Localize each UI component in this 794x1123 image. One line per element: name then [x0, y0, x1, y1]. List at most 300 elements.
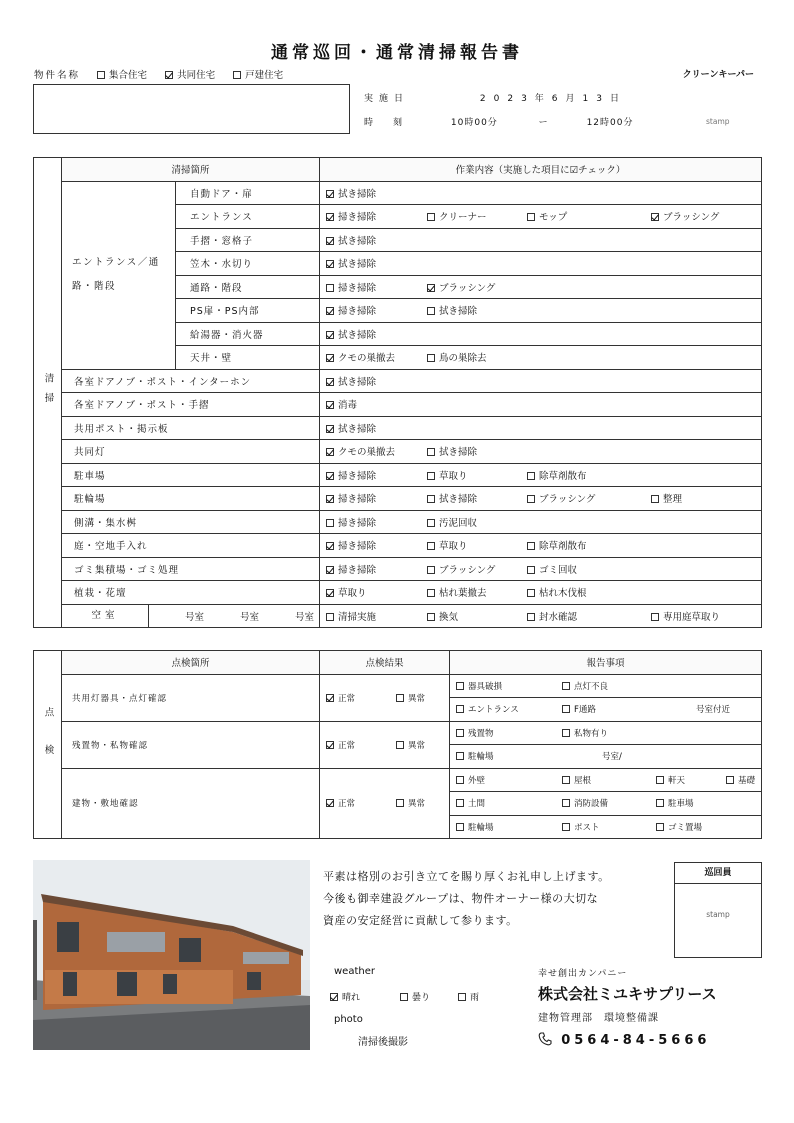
checkbox-item[interactable]: [427, 585, 527, 599]
checkbox-item[interactable]: [456, 703, 562, 715]
location-cell: 駐車場: [62, 463, 320, 487]
checkbox-item[interactable]: [656, 797, 726, 809]
inspector-stamp: stamp: [706, 910, 730, 919]
company-department: 建物管理部 環境整備課: [538, 1013, 659, 1024]
checkbox-label: 点灯不良: [574, 681, 609, 692]
checkbox[interactable]: [326, 566, 334, 574]
checkbox-item[interactable]: [527, 609, 651, 623]
checkbox[interactable]: [456, 776, 464, 784]
checkbox[interactable]: [326, 425, 334, 433]
building-photo-image: [33, 860, 310, 1050]
checkbox[interactable]: [456, 705, 464, 713]
checkbox[interactable]: [456, 729, 464, 737]
checkbox-item[interactable]: [427, 209, 527, 223]
checkbox-item[interactable]: [326, 538, 427, 552]
checkbox[interactable]: [326, 401, 334, 409]
checkbox-item[interactable]: [326, 280, 427, 294]
checkbox-item[interactable]: [427, 562, 527, 576]
checkbox-item[interactable]: [562, 680, 656, 692]
col-inspection-location: 点検箇所: [62, 651, 320, 675]
property-type-label: 共同住宅: [177, 70, 216, 81]
time-separator: ー: [538, 118, 548, 128]
checkbox-item[interactable]: [396, 797, 446, 809]
checkbox[interactable]: [562, 799, 570, 807]
location-cell: 自動ドア・扉: [176, 181, 320, 205]
location-cell: 植栽・花壇: [62, 581, 320, 605]
work-cell: [320, 557, 762, 581]
checkbox-label: モップ: [539, 212, 568, 224]
property-type-row: [34, 67, 301, 81]
checkbox-item[interactable]: [326, 468, 427, 482]
checkbox[interactable]: [527, 472, 535, 480]
checkbox[interactable]: [527, 566, 535, 574]
table-row: [34, 181, 762, 205]
location-cell: ゴミ集積場・ゴミ処理: [62, 557, 320, 581]
work-cell: [320, 463, 762, 487]
company-tagline: 幸せ創出カンパニー: [538, 969, 628, 979]
weather-options: [330, 990, 516, 1003]
checkbox[interactable]: [427, 566, 435, 574]
checkbox-item[interactable]: [656, 821, 726, 833]
greeting-message: [323, 866, 610, 932]
time-label: 時刻: [364, 118, 423, 128]
checkbox-label: ポスト: [574, 822, 600, 833]
cleaning-header-row: [34, 158, 762, 182]
table-row: [34, 768, 762, 792]
checkbox-item[interactable]: [326, 515, 427, 529]
checkbox-label: 拭き掃除: [338, 235, 377, 247]
checkbox-item[interactable]: [651, 209, 751, 223]
checkbox[interactable]: [527, 589, 535, 597]
checkbox[interactable]: [527, 613, 535, 621]
checkbox[interactable]: [165, 71, 173, 79]
vacancy-label: 空室: [62, 605, 149, 628]
report-cell: [450, 698, 762, 722]
report-note: 号室/: [602, 752, 622, 763]
checkbox[interactable]: [456, 799, 464, 807]
inspection-result-cell: [320, 768, 450, 839]
checkbox[interactable]: [427, 542, 435, 550]
checkbox-item[interactable]: [527, 209, 651, 223]
checkbox-item[interactable]: [326, 327, 427, 341]
checkbox-item[interactable]: [456, 750, 562, 762]
checkbox-label: 屋根: [574, 775, 592, 786]
table-row: [34, 369, 762, 393]
checkbox-item[interactable]: [656, 774, 726, 786]
checkbox[interactable]: [326, 190, 334, 198]
checkbox[interactable]: [651, 213, 659, 221]
checkbox-item[interactable]: [427, 280, 527, 294]
location-cell: 側溝・集水桝: [62, 510, 320, 534]
table-row: [34, 510, 762, 534]
checkbox[interactable]: [562, 823, 570, 831]
checkbox-label: 拭き掃除: [338, 329, 377, 341]
checkbox[interactable]: [396, 741, 404, 749]
checkbox-label: 異常: [408, 693, 426, 704]
message-line: 平素は格別のお引き立てを賜り厚くお礼申し上げます。: [323, 870, 610, 883]
checkbox-label: ブラッシング: [539, 494, 596, 506]
checkbox[interactable]: [396, 799, 404, 807]
table-row: [34, 393, 762, 417]
inspection-location-cell: 建物・敷地確認: [62, 768, 320, 839]
checkbox-item[interactable]: [326, 444, 427, 458]
checkbox-item[interactable]: [562, 797, 656, 809]
checkbox-item[interactable]: [456, 774, 562, 786]
col-inspection-result: 点検結果: [320, 651, 450, 675]
location-cell: 笠木・水切り: [176, 252, 320, 276]
checkbox-item[interactable]: [562, 727, 656, 739]
checkbox[interactable]: [562, 776, 570, 784]
checkbox-label: 枯れ葉撤去: [439, 588, 487, 600]
checkbox-item[interactable]: [527, 538, 651, 552]
checkbox[interactable]: [527, 213, 535, 221]
report-cell: [450, 721, 762, 745]
checkbox-label: 私物有り: [574, 728, 609, 739]
stamp-placeholder: stamp: [706, 117, 730, 126]
checkbox[interactable]: [651, 613, 659, 621]
property-name-field[interactable]: [33, 84, 350, 134]
checkbox-item[interactable]: [326, 397, 427, 411]
checkbox-label: 異常: [408, 740, 426, 751]
checkbox-label: 駐輪場: [468, 752, 494, 763]
col-cleaning-work: 作業内容（実施した項目に☑チェック）: [320, 158, 762, 182]
checkbox-label: 拭き掃除: [439, 494, 478, 506]
work-cell: [320, 299, 762, 323]
checkbox[interactable]: [527, 542, 535, 550]
checkbox[interactable]: [562, 682, 570, 690]
room-number-field[interactable]: 号室: [294, 611, 314, 623]
checkbox-label: ゴミ回収: [539, 564, 578, 576]
checkbox-item[interactable]: [326, 609, 427, 623]
report-note: 号室付近: [696, 705, 731, 716]
checkbox[interactable]: [562, 705, 570, 713]
table-row: [34, 487, 762, 511]
checkbox-item[interactable]: [427, 491, 527, 505]
checkbox[interactable]: [326, 694, 334, 702]
checkbox-label: 掃き掃除: [338, 494, 377, 506]
col-cleaning-location: 清掃箇所: [62, 158, 320, 182]
checkbox-item[interactable]: [326, 692, 396, 704]
time-row: [364, 115, 633, 128]
work-cell: [320, 416, 762, 440]
property-type-option[interactable]: [233, 67, 283, 81]
checkbox-item[interactable]: [326, 585, 427, 599]
checkbox-label: 拭き掃除: [338, 259, 377, 271]
checkbox-label: 草取り: [439, 541, 468, 553]
location-cell: 手摺・窓格子: [176, 228, 320, 252]
checkbox-label: 掃き掃除: [338, 470, 377, 482]
checkbox-item[interactable]: [562, 821, 656, 833]
checkbox[interactable]: [656, 799, 664, 807]
checkbox-item[interactable]: [326, 303, 427, 317]
checkbox-item[interactable]: [427, 609, 527, 623]
table-row: [34, 416, 762, 440]
checkbox-label: 外壁: [468, 775, 486, 786]
checkbox[interactable]: [427, 354, 435, 362]
checkbox[interactable]: [427, 307, 435, 315]
room-number-field[interactable]: 号室: [184, 611, 204, 623]
checkbox-label: 整理: [663, 494, 683, 506]
checkbox-item[interactable]: [456, 727, 562, 739]
checkbox-item[interactable]: [651, 609, 751, 623]
checkbox[interactable]: [326, 472, 334, 480]
work-cell: [320, 510, 762, 534]
property-type-option[interactable]: [165, 67, 215, 81]
checkbox-label: ブラッシング: [439, 564, 496, 576]
checkbox-label: 掃き掃除: [338, 212, 377, 224]
checkbox[interactable]: [456, 823, 464, 831]
location-cell: 駐輪場: [62, 487, 320, 511]
date-label: 実施日: [364, 94, 410, 104]
checkbox-label: ブラッシング: [663, 212, 720, 224]
checkbox[interactable]: [427, 495, 435, 503]
room-number-field[interactable]: 号室: [239, 611, 259, 623]
checkbox-item[interactable]: [527, 562, 651, 576]
checkbox-label: 駐輪場: [468, 822, 494, 833]
location-cell: 各室ドアノブ・ポスト・手摺: [62, 393, 320, 417]
checkbox[interactable]: [651, 495, 659, 503]
location-cell: 給湯器・消火器: [176, 322, 320, 346]
checkbox-item[interactable]: [427, 444, 527, 458]
property-label: 物件名称: [34, 70, 81, 81]
table-row: [34, 557, 762, 581]
checkbox-label: 残置物: [468, 728, 494, 739]
checkbox[interactable]: [427, 213, 435, 221]
checkbox[interactable]: [326, 495, 334, 503]
cleaning-section-label: 清掃: [34, 158, 62, 628]
checkbox[interactable]: [656, 823, 664, 831]
checkbox-label: 拭き掃除: [338, 423, 377, 435]
checkbox-label: 除草剤散布: [539, 541, 587, 553]
checkbox[interactable]: [427, 472, 435, 480]
checkbox-label: 拭き掃除: [439, 306, 478, 318]
location-cell: 共用ポスト・掲示板: [62, 416, 320, 440]
checkbox-label: 器具破損: [468, 681, 503, 692]
work-cell: [320, 393, 762, 417]
checkbox-item[interactable]: [427, 468, 527, 482]
checkbox-item[interactable]: [456, 797, 562, 809]
checkbox[interactable]: [326, 307, 334, 315]
table-row: [34, 463, 762, 487]
property-type-option[interactable]: [97, 67, 147, 81]
checkbox-label: 掃き掃除: [338, 306, 377, 318]
checkbox-item[interactable]: [427, 350, 527, 364]
checkbox[interactable]: [456, 752, 464, 760]
checkbox[interactable]: [233, 71, 241, 79]
checkbox-label: 基礎: [738, 775, 756, 786]
checkbox-label: 掃き掃除: [338, 541, 377, 553]
checkbox[interactable]: [456, 682, 464, 690]
inspection-section-label: 点検: [34, 651, 62, 839]
checkbox-label: 正常: [338, 740, 356, 751]
checkbox-item[interactable]: [396, 692, 446, 704]
checkbox[interactable]: [427, 448, 435, 456]
inspection-result-cell: [320, 674, 450, 721]
checkbox[interactable]: [326, 448, 334, 456]
checkbox-label: 封水確認: [539, 611, 578, 623]
checkbox-label: 雨: [470, 993, 480, 1003]
inspector-box: [674, 862, 762, 958]
checkbox[interactable]: [427, 589, 435, 597]
checkbox-item[interactable]: [562, 703, 656, 715]
work-cell: [320, 252, 762, 276]
checkbox-label: 専用庭草取り: [663, 611, 721, 623]
checkbox[interactable]: [326, 799, 334, 807]
work-cell: [320, 205, 762, 229]
phone-icon: [538, 1032, 552, 1046]
checkbox-label: 拭き掃除: [439, 447, 478, 459]
checkbox-item[interactable]: [330, 990, 400, 1003]
checkbox-item[interactable]: [527, 585, 651, 599]
checkbox-item[interactable]: [427, 303, 527, 317]
work-cell: [320, 487, 762, 511]
location-cell: 通路・階段: [176, 275, 320, 299]
checkbox[interactable]: [326, 542, 334, 550]
photo-caption: 清掃後撮影: [358, 1037, 408, 1048]
checkbox-item[interactable]: [326, 374, 427, 388]
checkbox-label: 正常: [338, 693, 356, 704]
date-value: 2023年6月13日: [479, 94, 627, 104]
work-cell: [320, 534, 762, 558]
vacancy-location-cell: [62, 604, 320, 628]
checkbox-item[interactable]: [456, 680, 562, 692]
checkbox[interactable]: [97, 71, 105, 79]
checkbox-item[interactable]: [396, 739, 446, 751]
work-cell: [320, 369, 762, 393]
checkbox[interactable]: [326, 284, 334, 292]
weather-label: weather: [334, 966, 375, 977]
report-cell: [450, 815, 762, 839]
checkbox-label: 掃き掃除: [338, 517, 377, 529]
checkbox-label: 草取り: [439, 470, 468, 482]
checkbox[interactable]: [326, 213, 334, 221]
col-inspection-report: 報告事項: [450, 651, 762, 675]
checkbox-label: 土間: [468, 799, 486, 810]
checkbox[interactable]: [326, 613, 334, 621]
checkbox-item[interactable]: [527, 491, 651, 505]
checkbox[interactable]: [326, 237, 334, 245]
checkbox-item[interactable]: [326, 233, 427, 247]
checkbox[interactable]: [330, 993, 338, 1001]
inspection-table: [33, 650, 762, 839]
checkbox-item[interactable]: [427, 538, 527, 552]
checkbox[interactable]: [427, 613, 435, 621]
checkbox-label: 異常: [408, 799, 426, 810]
time-start: 10時00分: [450, 118, 498, 128]
checkbox-label: クリーナー: [439, 212, 487, 224]
checkbox-item[interactable]: [326, 186, 427, 200]
table-row: [34, 721, 762, 745]
checkbox-item[interactable]: [726, 774, 762, 786]
work-cell: [320, 581, 762, 605]
checkbox-label: クモの巣撤去: [338, 353, 396, 365]
checkbox-label: 清掃実施: [338, 611, 377, 623]
property-type-options: [97, 70, 301, 81]
checkbox-label: クモの巣撤去: [338, 447, 396, 459]
checkbox[interactable]: [326, 260, 334, 268]
message-line: 資産の安定経営に貢献して参ります。: [323, 914, 518, 927]
location-cell: エントランス: [176, 205, 320, 229]
location-cell: PS扉・PS内部: [176, 299, 320, 323]
report-cell: [450, 674, 762, 698]
checkbox-label: 拭き掃除: [338, 188, 377, 200]
checkbox-label: 晴れ: [342, 993, 361, 1003]
time-end: 12時00分: [586, 118, 634, 128]
table-row: [34, 581, 762, 605]
checkbox-label: ゴミ置場: [668, 822, 703, 833]
checkbox[interactable]: [396, 694, 404, 702]
group-label: [62, 181, 176, 369]
checkbox[interactable]: [527, 495, 535, 503]
checkbox[interactable]: [326, 378, 334, 386]
checkbox-item[interactable]: [456, 821, 562, 833]
checkbox-item[interactable]: [326, 491, 427, 505]
checkbox-item[interactable]: [326, 350, 427, 364]
checkbox-label: 換気: [439, 611, 459, 623]
checkbox[interactable]: [326, 589, 334, 597]
checkbox-item[interactable]: [326, 797, 396, 809]
checkbox-label: 駐車場: [668, 799, 694, 810]
checkbox[interactable]: [326, 331, 334, 339]
checkbox[interactable]: [400, 993, 408, 1001]
checkbox-label: 枯れ木伐根: [539, 588, 587, 600]
date-row: [364, 91, 627, 104]
report-cell: [450, 792, 762, 816]
checkbox[interactable]: [562, 729, 570, 737]
inspector-label: 巡回員: [675, 863, 761, 884]
checkbox-item[interactable]: [562, 774, 656, 786]
building-photo: [33, 860, 310, 1050]
location-cell: 天井・壁: [176, 346, 320, 370]
checkbox-item[interactable]: [326, 739, 396, 751]
checkbox-item[interactable]: [326, 209, 427, 223]
checkbox[interactable]: [326, 741, 334, 749]
inspection-header-row: [34, 651, 762, 675]
checkbox-item[interactable]: [527, 468, 651, 482]
checkbox-item[interactable]: [326, 421, 427, 435]
checkbox-label: エントランス: [468, 705, 519, 716]
checkbox[interactable]: [427, 519, 435, 527]
work-cell: [320, 440, 762, 464]
checkbox-item[interactable]: [458, 990, 516, 1003]
location-cell: 共同灯: [62, 440, 320, 464]
checkbox-label: 鳥の巣除去: [439, 353, 487, 365]
checkbox-item[interactable]: [400, 990, 458, 1003]
checkbox[interactable]: [427, 284, 435, 292]
checkbox-label: 正常: [338, 799, 356, 810]
checkbox-label: 草取り: [338, 588, 367, 600]
location-cell: 各室ドアノブ・ポスト・インターホン: [62, 369, 320, 393]
checkbox-item[interactable]: [326, 256, 427, 270]
checkbox-item[interactable]: [651, 491, 751, 505]
checkbox-item[interactable]: [427, 515, 527, 529]
group-label-text: エントランス／通路・階段: [72, 257, 160, 292]
checkbox[interactable]: [326, 354, 334, 362]
checkbox[interactable]: [458, 993, 466, 1001]
checkbox-label: 掃き掃除: [338, 282, 377, 294]
vacancy-row: [34, 604, 762, 628]
inspection-result-cell: [320, 721, 450, 768]
checkbox-item[interactable]: [326, 562, 427, 576]
cleaning-table: [33, 157, 762, 628]
checkbox[interactable]: [726, 776, 734, 784]
checkbox[interactable]: [656, 776, 664, 784]
checkbox-label: F通路: [574, 705, 596, 716]
checkbox-label: 除草剤散布: [539, 470, 587, 482]
checkbox[interactable]: [326, 519, 334, 527]
checkbox-label: 掃き掃除: [338, 564, 377, 576]
page-title: 通常巡回・通常清掃報告書: [271, 43, 523, 63]
